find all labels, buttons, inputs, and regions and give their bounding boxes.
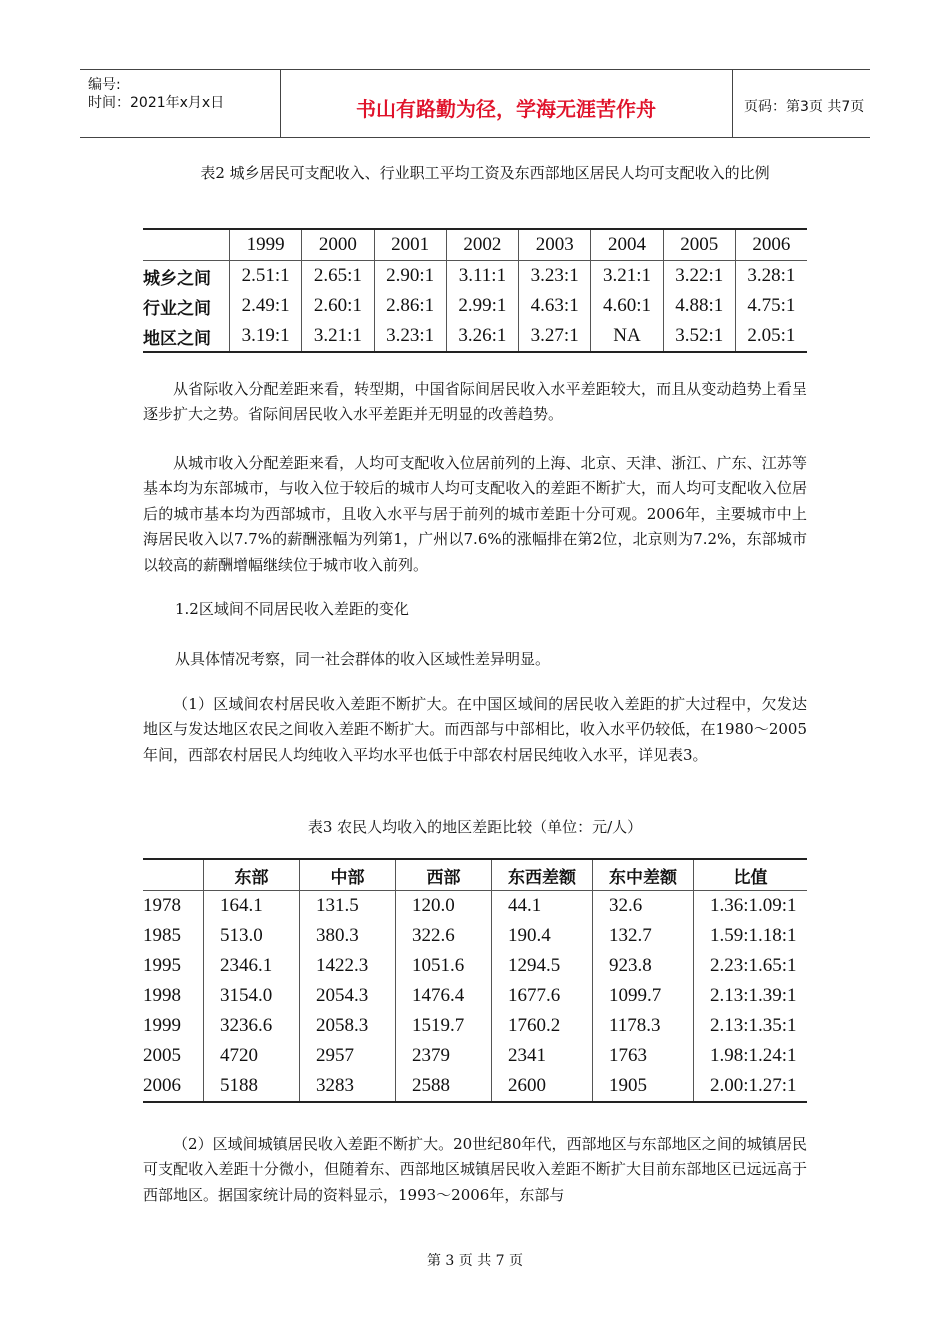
table3-row <box>143 981 807 1011</box>
paragraph-city-gap: 从城市收入分配差距来看，人均可支配收入位居前列的上海、北京、天津、浙江、广东、江苏等基本均为东部城市，与收入位于较后的城市人均可支配收入的差距不断扩大，而人均可支配收入位居后的城市基本均为西部城市，且收入水平与居于前列的城市差距十分可观。2006年，主要城市中上海居民收入以7.7%的薪酬涨幅为列第1，广州以7.6%的涨幅排在第2位，北京则为7.2%，东部城市以较高的薪酬增幅继续位于城市收入前列。 <box>143 454 807 574</box>
table3-cell: 1099.7 <box>593 981 694 1011</box>
table3-cell: 2058.3 <box>300 1011 396 1041</box>
table3-cell: 3283 <box>300 1071 396 1102</box>
table3-cell: 190.4 <box>492 921 593 951</box>
table3-cell: 1677.6 <box>492 981 593 1011</box>
table2-cell: 3.11:1 <box>446 261 518 292</box>
table3-cell: 2.23:1.65:1 <box>694 951 808 981</box>
table2-row-label: 地区之间 <box>143 328 211 349</box>
table2-cell: 4.75:1 <box>735 291 807 321</box>
table3-cell: 923.8 <box>593 951 694 981</box>
table2-cell: 3.22:1 <box>663 261 735 292</box>
paragraph-provincial-gap: 从省际收入分配差距来看，转型期，中国省际间居民收入水平差距较大，而且从变动趋势上看呈逐步扩大之势。省际间居民收入水平差距并无明显的改善趋势。 <box>143 380 807 424</box>
table3-cell: 32.6 <box>593 891 694 922</box>
table3-cell: 1905 <box>593 1071 694 1102</box>
table3-cell: 120.0 <box>396 891 492 922</box>
table2-year: 2005 <box>663 229 735 261</box>
table2-cell: 3.26:1 <box>446 321 518 352</box>
table2-cell: 2.05:1 <box>735 321 807 352</box>
table3-year: 1998 <box>143 985 181 1006</box>
table3-row <box>143 951 807 981</box>
table2-cell: 4.60:1 <box>591 291 663 321</box>
table3-cell: 132.7 <box>593 921 694 951</box>
table3-row <box>143 1071 807 1102</box>
header-page-cell <box>732 70 870 137</box>
table3-cell: 1422.3 <box>300 951 396 981</box>
section-title: 1.2区域间不同居民收入差距的变化 <box>175 600 409 618</box>
table2-row-label: 城乡之间 <box>143 268 211 289</box>
table3-header-cell: 比值 <box>694 859 808 891</box>
table2-cell: 4.63:1 <box>519 291 591 321</box>
table3-cell: 1519.7 <box>396 1011 492 1041</box>
table2-year: 2004 <box>591 229 663 261</box>
table3-cell: 1.59:1.18:1 <box>694 921 808 951</box>
table2-cell: 4.88:1 <box>663 291 735 321</box>
table3-cell: 131.5 <box>300 891 396 922</box>
table3 <box>143 858 807 1103</box>
table3-cell: 2.00:1.27:1 <box>694 1071 808 1102</box>
table2-cell: 2.60:1 <box>302 291 374 321</box>
paragraph-urban-gap: （2）区域间城镇居民收入差距不断扩大。20世纪80年代，西部地区与东部地区之间的城镇居民可支配收入差距十分微小，但随着东、西部地区城镇居民收入差距不断扩大目前东部地区已远远高于西部地区。据国家统计局的资料显示，1993～2006年，东部与 <box>143 1135 807 1204</box>
table3-cell: 380.3 <box>300 921 396 951</box>
table3-caption: 表3 农民人均收入的地区差距比较（单位：元/人） <box>307 818 643 836</box>
table2-corner-cell <box>143 229 230 261</box>
table2-cell: 2.90:1 <box>374 261 446 292</box>
table2-row-label: 行业之间 <box>143 298 211 319</box>
table2-cell: 3.52:1 <box>663 321 735 352</box>
table2-cell: 3.23:1 <box>374 321 446 352</box>
header-number-label: 编号: <box>88 77 121 93</box>
table3-cell: 1294.5 <box>492 951 593 981</box>
table2-cell: 2.99:1 <box>446 291 518 321</box>
table2-year: 2001 <box>374 229 446 261</box>
header-time-label: 时间：2021年x月x日 <box>88 95 225 111</box>
table3-cell: 1760.2 <box>492 1011 593 1041</box>
table2-year: 2003 <box>519 229 591 261</box>
table3-cell: 1476.4 <box>396 981 492 1011</box>
table3-header-cell: 中部 <box>300 859 396 891</box>
table2-row <box>143 261 807 292</box>
table2-cell: 3.19:1 <box>230 321 302 352</box>
table2-year: 2000 <box>302 229 374 261</box>
table3-cell: 2588 <box>396 1071 492 1102</box>
paragraph-rural-gap: （1）区域间农村居民收入差距不断扩大。在中国区域间的居民收入差距的扩大过程中，欠发达地区与发达地区农民之间收入差距不断扩大。而西部与中部相比，收入水平仍较低，在1980～2005年间，西部农村居民人均纯收入平均水平也低于中部农村居民纯收入水平，详见表3。 <box>143 695 807 764</box>
table3-cell: 2341 <box>492 1041 593 1071</box>
table2-cell: NA <box>591 321 663 352</box>
table3-cell: 1178.3 <box>593 1011 694 1041</box>
table2-cell: 3.28:1 <box>735 261 807 292</box>
table3-cell: 1.36:1.09:1 <box>694 891 808 922</box>
header-motto-cell <box>280 70 733 137</box>
header-motto: 书山有路勤为径，学海无涯苦作舟 <box>356 97 656 121</box>
table2-caption: 表2 城乡居民可支配收入、行业职工平均工资及东西部地区居民人均可支配收入的比例 <box>200 164 770 182</box>
table3-cell: 3236.6 <box>204 1011 300 1041</box>
table3-cell: 2.13:1.39:1 <box>694 981 808 1011</box>
header-page-label: 页码：第3页 共7页 <box>744 99 865 115</box>
table3-cell: 2.13:1.35:1 <box>694 1011 808 1041</box>
table3-cell: 2957 <box>300 1041 396 1071</box>
table3-header-cell: 东西差额 <box>492 859 593 891</box>
table2-year: 2006 <box>735 229 807 261</box>
table3-cell: 513.0 <box>204 921 300 951</box>
table2-cell: 3.23:1 <box>519 261 591 292</box>
table2-cell: 3.21:1 <box>591 261 663 292</box>
table3-cell: 5188 <box>204 1071 300 1102</box>
table3-cell: 4720 <box>204 1041 300 1071</box>
table3-cell: 1051.6 <box>396 951 492 981</box>
table2-cell: 2.49:1 <box>230 291 302 321</box>
table3-row <box>143 1041 807 1071</box>
table3-cell: 322.6 <box>396 921 492 951</box>
paragraph-intro: 从具体情况考察，同一社会群体的收入区域性差异明显。 <box>175 650 551 668</box>
table3-year: 2005 <box>143 1045 181 1066</box>
table2-year: 1999 <box>230 229 302 261</box>
table3-header-cell: 东部 <box>204 859 300 891</box>
page-header <box>80 69 870 138</box>
table3-year: 1985 <box>143 925 181 946</box>
table3-cell: 2379 <box>396 1041 492 1071</box>
page-footer: 第 3 页 共 7 页 <box>426 1253 524 1269</box>
table2-cell: 2.65:1 <box>302 261 374 292</box>
table3-cell: 1763 <box>593 1041 694 1071</box>
table3-header-cell: 西部 <box>396 859 492 891</box>
table3-cell: 44.1 <box>492 891 593 922</box>
table3-year: 1978 <box>143 895 181 916</box>
table3-cell: 2600 <box>492 1071 593 1102</box>
table2-cell: 3.27:1 <box>519 321 591 352</box>
table2-year: 2002 <box>446 229 518 261</box>
table2-header-row <box>143 229 807 261</box>
table2 <box>143 228 807 353</box>
table3-year: 1995 <box>143 955 181 976</box>
table2-cell: 2.51:1 <box>230 261 302 292</box>
table3-row <box>143 891 807 922</box>
table3-header-row <box>143 859 807 891</box>
header-meta-cell <box>80 70 281 137</box>
table2-cell: 3.21:1 <box>302 321 374 352</box>
table3-header-cell <box>143 859 204 891</box>
table3-year: 1999 <box>143 1015 181 1036</box>
table3-row <box>143 1011 807 1041</box>
table3-year: 2006 <box>143 1075 181 1096</box>
table3-cell: 164.1 <box>204 891 300 922</box>
table2-row <box>143 291 807 321</box>
table2-row <box>143 321 807 352</box>
table3-cell: 2054.3 <box>300 981 396 1011</box>
table2-cell: 2.86:1 <box>374 291 446 321</box>
table3-cell: 3154.0 <box>204 981 300 1011</box>
table3-row <box>143 921 807 951</box>
table3-header-cell: 东中差额 <box>593 859 694 891</box>
table3-cell: 2346.1 <box>204 951 300 981</box>
table3-cell: 1.98:1.24:1 <box>694 1041 808 1071</box>
